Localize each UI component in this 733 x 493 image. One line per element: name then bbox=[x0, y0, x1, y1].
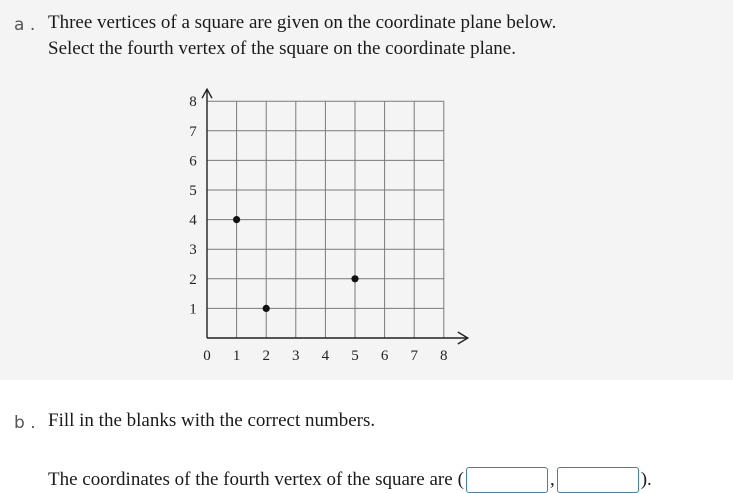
open-paren: ( bbox=[457, 469, 464, 490]
x-tick-label: 3 bbox=[292, 348, 300, 364]
y-tick-label: 3 bbox=[189, 242, 197, 259]
y-axis-tick-labels bbox=[189, 94, 197, 317]
x-tick-label: 4 bbox=[321, 348, 330, 364]
answer-sentence-text: The coordinates of the fourth vertex of the square are bbox=[48, 469, 453, 490]
axes bbox=[202, 89, 468, 344]
question-part-b bbox=[0, 380, 733, 490]
close-paren: ). bbox=[640, 469, 652, 490]
answer-sentence bbox=[48, 467, 652, 493]
x-tick-label: 0 bbox=[203, 348, 211, 364]
vertex-point bbox=[263, 305, 270, 312]
vertex-point bbox=[233, 216, 240, 223]
y-tick-label: 6 bbox=[189, 153, 197, 170]
y-tick-label: 7 bbox=[189, 123, 197, 140]
part-a-text-line2: Select the fourth vertex of the square on the coordinate plane. bbox=[48, 38, 516, 59]
y-tick-label: 8 bbox=[189, 94, 197, 111]
vertex-point bbox=[351, 275, 358, 282]
grid bbox=[207, 101, 444, 338]
x-tick-label: 6 bbox=[380, 348, 389, 364]
x-coordinate-input[interactable] bbox=[466, 467, 548, 493]
x-tick-label: 5 bbox=[351, 348, 359, 364]
y-tick-label: 2 bbox=[189, 271, 197, 288]
part-a-label: a . bbox=[14, 15, 36, 35]
x-tick-label: 7 bbox=[410, 348, 418, 364]
part-b-instruction: Fill in the blanks with the correct numbers. bbox=[48, 410, 376, 431]
x-tick-label: 2 bbox=[262, 348, 270, 364]
x-tick-label: 1 bbox=[232, 348, 241, 364]
x-axis-tick-labels bbox=[203, 348, 447, 364]
part-b-label: b . bbox=[14, 413, 36, 433]
y-tick-label: 4 bbox=[189, 212, 197, 229]
x-tick-label: 8 bbox=[440, 348, 448, 364]
y-tick-label: 5 bbox=[189, 183, 197, 199]
y-coordinate-input[interactable] bbox=[557, 467, 639, 493]
comma: , bbox=[549, 469, 555, 490]
y-tick-label: 1 bbox=[189, 301, 197, 318]
part-a-text-line1: Three vertices of a square are given on the coordinate plane below. bbox=[48, 12, 557, 33]
